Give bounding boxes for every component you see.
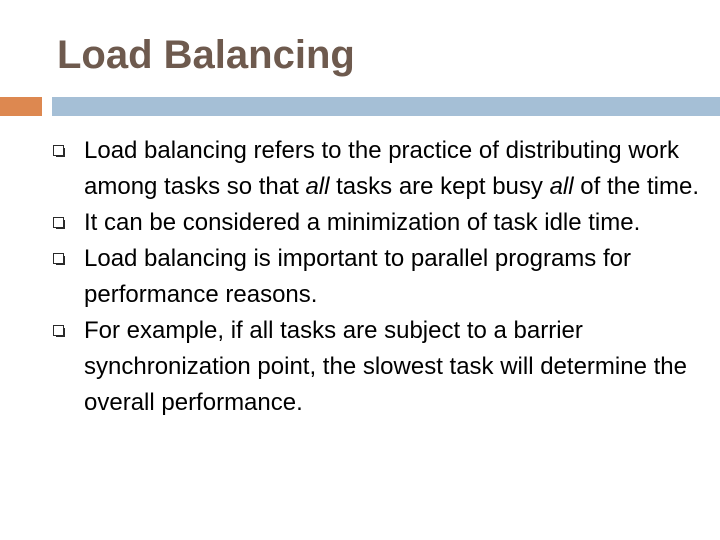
square-bullet-icon bbox=[53, 217, 64, 228]
square-bullet-icon bbox=[53, 253, 64, 264]
square-bullet-icon bbox=[53, 145, 64, 156]
bullet-text: It can be considered a minimization of task idle time. bbox=[84, 209, 641, 236]
bullet-item bbox=[53, 205, 703, 241]
emphasis-text: all bbox=[549, 173, 574, 200]
bullet-item bbox=[53, 133, 703, 205]
bullet-text: Load balancing is important to parallel programs for performance reasons. bbox=[84, 245, 631, 308]
bullet-text: Load balancing refers to the practice of distributing work among tasks so that all tasks are kept busy all of the time. bbox=[84, 137, 699, 200]
title-divider-band bbox=[52, 97, 720, 116]
bullet-item bbox=[53, 241, 703, 313]
bullet-text: For example, if all tasks are subject to a barrier synchronization point, the slowest task will determine the overall performance. bbox=[84, 317, 687, 416]
emphasis-text: all bbox=[305, 173, 330, 200]
bullet-list bbox=[53, 133, 703, 421]
title-accent-band bbox=[0, 97, 42, 116]
slide-title: Load Balancing bbox=[57, 33, 355, 77]
bullet-item bbox=[53, 313, 703, 421]
square-bullet-icon bbox=[53, 325, 64, 336]
